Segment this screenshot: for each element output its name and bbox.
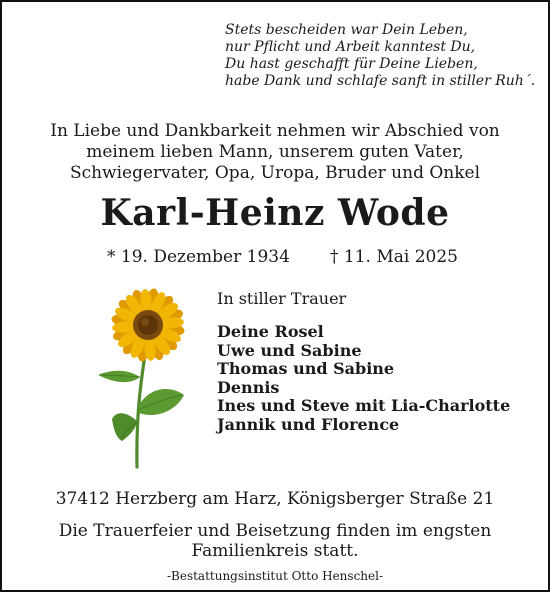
funeral-home: -Bestattungsinstitut Otto Henschel- [166,569,384,583]
poem [225,22,545,90]
birth-date: * 19. Dezember 1934 [107,247,290,267]
ceremony-notice [0,521,550,561]
deceased-name: Karl-Heinz Wode [100,192,450,234]
farewell-line: Schwiegervater, Opa, Uropa, Bruder und Onkel [69,163,481,183]
ceremony-line: Die Trauerfeier und Beisetzung finden im engsten [58,521,492,541]
farewell-text [0,121,550,184]
family-address: 37412 Herzberg am Harz, Königsberger Straße 21 [55,489,495,509]
death-date: † 11. Mai 2025 [330,247,458,267]
mourner-name: Jannik und Florence [217,414,400,434]
mourner-name: Ines und Steve mit Lia-Charlotte [217,396,511,415]
poem-line: nur Pflicht und Arbeit kanntest Du, [225,39,476,55]
sunflower-icon [90,287,190,469]
mourner-name: Deine Rosel [217,322,324,341]
farewell-line: meinem lieben Mann, unserem guten Vater, [86,142,464,162]
mourner-list [217,323,510,434]
mourning-heading: In stiller Trauer [217,289,347,308]
poem-line: Du hast geschafft für Deine Lieben, [225,56,478,72]
farewell-line: In Liebe und Dankbarkeit nehmen wir Abschied von [50,121,500,141]
poem-line: habe Dank und schlafe sanft in stiller Ruh´. [225,73,536,89]
poem-line: Stets bescheiden war Dein Leben, [225,22,468,38]
mourner-name: Dennis [217,377,280,397]
mourner-name: Thomas und Sabine [217,359,395,378]
mourner-name: Uwe und Sabine [217,340,362,360]
ceremony-line: Familienkreis statt. [191,541,359,561]
